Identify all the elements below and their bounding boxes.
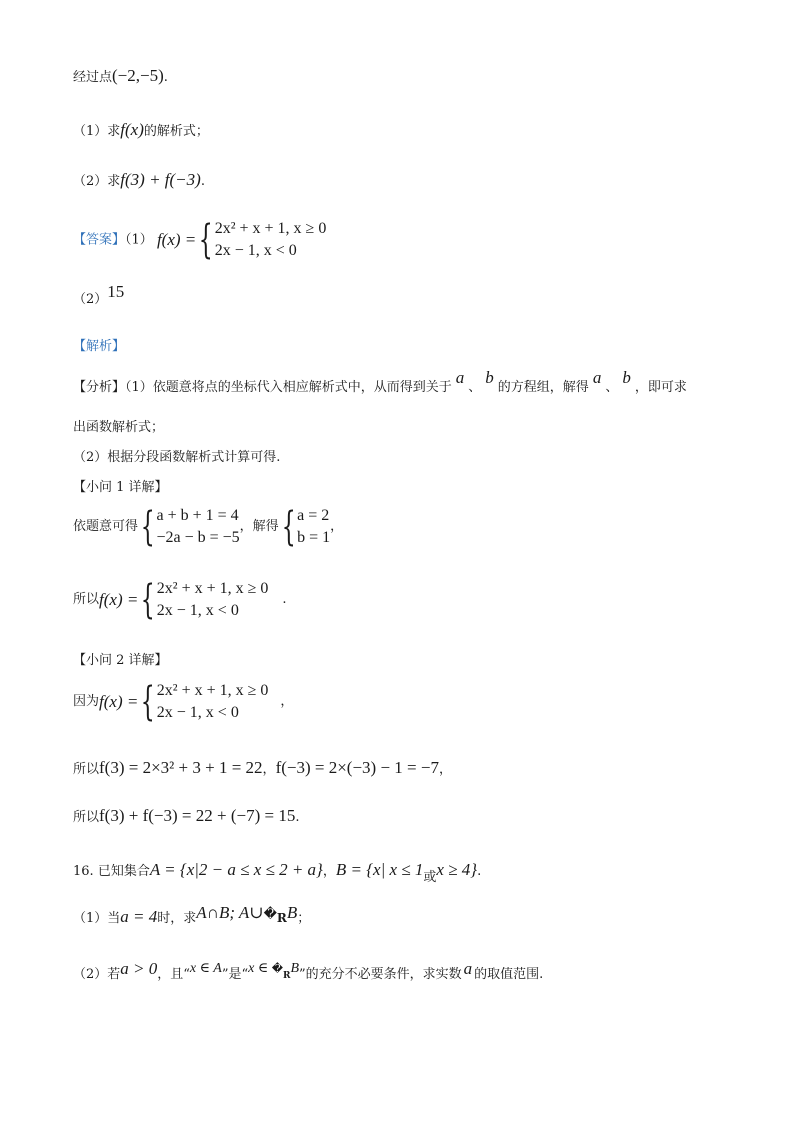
q1-eq1: a + b + 1 = 4	[156, 507, 239, 524]
q2-rows	[157, 680, 269, 724]
q1-fx: f(x) =	[99, 590, 139, 609]
p16-set-b-post: x ≥ 4}	[436, 860, 478, 879]
p16-sub1-expr: A∩B; A∪	[196, 903, 264, 922]
q2-calc1: f(3) = 2×3² + 3 + 1 = 22	[99, 758, 263, 777]
q2-calc-line-1	[73, 758, 452, 780]
q2-label: （2）求	[73, 174, 121, 189]
q1-label: （1）求	[73, 124, 121, 139]
answer-part2	[73, 282, 125, 310]
q1-end: ，	[330, 519, 344, 534]
p16-sub1-r: R	[276, 911, 287, 925]
p16-sub1	[73, 903, 311, 929]
answer-line	[73, 218, 326, 262]
p16-sub1-label: （1）当	[73, 911, 121, 926]
q1-solution	[297, 505, 330, 549]
q1-detail-heading	[73, 478, 168, 498]
var-b: b	[485, 368, 494, 387]
p16-sub2-cond: a > 0	[120, 959, 158, 978]
brace-icon: {	[281, 504, 296, 550]
var-a: a	[455, 368, 465, 387]
fenxi-text-3: （2）根据分段函数解析式计算可得.	[73, 450, 281, 465]
p16-sub2-a: a	[463, 959, 473, 978]
p16-set-b-pre: B = {x| x ≤ 1	[335, 860, 424, 879]
q1-math: f(x)	[120, 120, 144, 139]
answer-part2-value: 15	[107, 282, 125, 301]
q2-heading-text: 【小问 2 详解】	[73, 653, 168, 668]
q1-so: 所以	[73, 592, 100, 607]
problem-16	[73, 860, 482, 885]
q2-calc3-end: .	[295, 810, 300, 825]
q2-because	[73, 680, 293, 724]
brace-icon: {	[140, 504, 155, 550]
q2-because-label: 因为	[73, 694, 100, 709]
q1-text: 的解析式；	[143, 124, 209, 139]
q2-calc3: f(3) + f(−3) = 22 + (−7) = 15	[99, 806, 296, 825]
p16-sub2-expr2: x ∈	[248, 961, 272, 976]
missing-glyph-icon: �	[263, 907, 277, 922]
p16-end: .	[477, 864, 482, 879]
q2-calc2-end: ，	[438, 762, 452, 777]
q2-so1: 所以	[73, 762, 100, 777]
answer-row1: 2x² + x + 1, x ≥ 0	[214, 220, 327, 237]
p16-sub2-r: R	[282, 971, 291, 981]
q1-mid: ，解得	[239, 519, 279, 534]
q2-calc2: f(−3) = 2×(−3) − 1 = −7	[275, 758, 439, 777]
analysis-tag: 【解析】	[73, 339, 126, 354]
q1-conclusion-block	[73, 578, 287, 622]
q1-eq-block	[73, 505, 343, 549]
q2-comma: ，	[262, 762, 276, 777]
answer-piecewise	[157, 218, 326, 262]
answer-row2: 2x − 1, x < 0	[214, 242, 297, 259]
q2-so2: 所以	[73, 810, 100, 825]
q1-rows	[157, 578, 269, 622]
brace-icon: {	[198, 217, 213, 263]
answer-rows	[215, 218, 327, 262]
q1-system	[156, 505, 239, 549]
p16-sub1-end: ；	[297, 911, 311, 926]
p16-comma: ，	[322, 864, 336, 879]
answer-part1-label: （1）	[125, 232, 153, 248]
fenxi-text-1: 【分析】（1）依题意将点的坐标代入相应解析式中，从而得到关于	[73, 380, 452, 395]
fenxi-line-3	[73, 448, 280, 468]
p16-sub1-b: B	[286, 903, 298, 922]
fenxi-mid: 的方程组，解得	[497, 380, 589, 395]
brace-icon: {	[141, 577, 156, 623]
p16-sub1-cond: a = 4	[120, 907, 158, 926]
fenxi-line-1	[73, 368, 687, 398]
intro-text: 经过点	[73, 70, 113, 85]
fenxi-line-2	[73, 418, 164, 438]
p16-number: 16.	[73, 864, 94, 879]
q1-row2: 2x − 1, x < 0	[156, 602, 239, 619]
q1-sol1: a = 2	[297, 507, 330, 524]
p16-sub2	[73, 959, 544, 986]
answer-tag: 【答案】	[73, 232, 126, 248]
q1-sol2: b = 1	[297, 529, 331, 546]
intro-end: .	[163, 70, 168, 85]
q2-end: .	[200, 174, 205, 189]
q2-math: f(3) + f(−3)	[120, 170, 201, 189]
p16-sub2-b: B	[290, 961, 300, 976]
q1-lead: 依题意可得	[73, 519, 139, 534]
q2-calc-line-2	[73, 806, 299, 828]
p16-sub2-expr1: x ∈ A	[189, 961, 222, 976]
q1-row1: 2x² + x + 1, x ≥ 0	[156, 580, 269, 597]
q2-because-block	[73, 680, 293, 724]
var-b-2: b	[622, 368, 631, 387]
sep-1: 、	[468, 380, 482, 395]
question-1	[73, 120, 209, 142]
p16-sub2-tail: 的取值范围.	[474, 967, 544, 982]
p16-sub2-label: （2）若	[73, 967, 121, 982]
point-math: (−2,−5)	[112, 66, 164, 85]
p16-or: 或	[423, 870, 437, 885]
q2-row2: 2x − 1, x < 0	[156, 704, 239, 721]
var-a-2: a	[592, 368, 602, 387]
q2-fx: f(x) =	[99, 692, 139, 711]
p16-sub2-end: ”的充分不必要条件，求实数	[299, 967, 462, 982]
q1-conclusion	[73, 578, 287, 622]
q1-eq2: −2a − b = −5	[156, 529, 240, 546]
intro-line	[73, 66, 168, 88]
q2-row1: 2x² + x + 1, x ≥ 0	[156, 682, 269, 699]
p16-sub1-mid: 时，求	[157, 911, 197, 926]
q1-equations	[73, 505, 343, 549]
p16-text: 已知集合	[97, 864, 150, 879]
p16-set-a: A = {x|2 − a ≤ x ≤ 2 + a}	[149, 860, 323, 879]
fenxi-end: ，即可求	[634, 380, 687, 395]
answer-part2-label: （2）	[73, 292, 108, 307]
q1-so-end: .	[282, 592, 287, 607]
sep-2: 、	[605, 380, 619, 395]
q2-because-end: ，	[280, 694, 294, 709]
question-2	[73, 170, 205, 192]
q2-detail-heading	[73, 651, 168, 671]
analysis-heading	[73, 337, 125, 357]
p16-sub2-mid2: ”是“	[221, 967, 249, 982]
p16-sub2-mid: ，且“	[157, 967, 190, 982]
missing-glyph-icon: �	[271, 962, 283, 975]
q1-heading-text: 【小问 1 详解】	[73, 480, 168, 495]
fenxi-text-2: 出函数解析式；	[73, 420, 165, 435]
answer-fx: f(x) =	[156, 230, 197, 249]
brace-icon: {	[141, 679, 156, 725]
